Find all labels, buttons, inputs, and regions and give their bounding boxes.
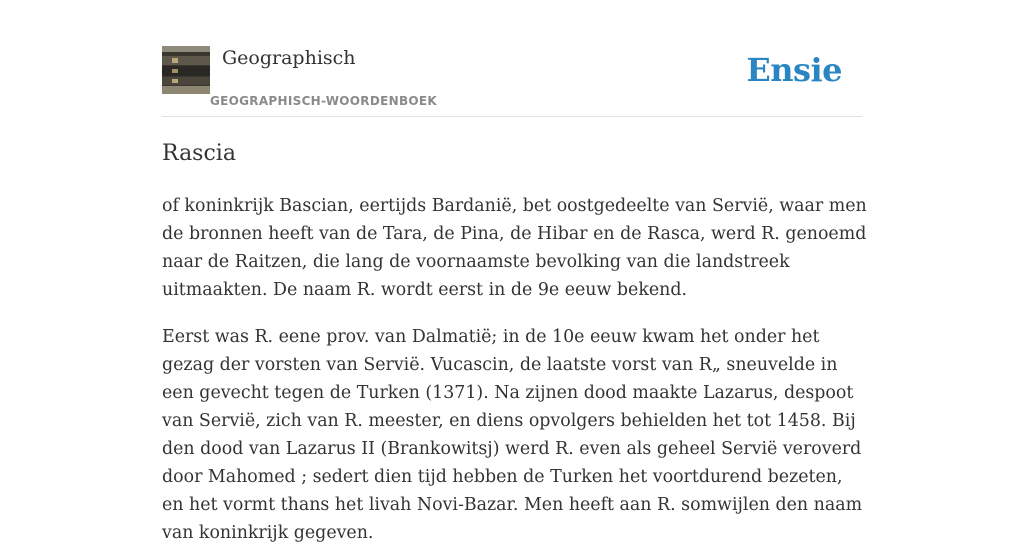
article-paragraph-1: of koninkrijk Bascian, eertijds Bardanië, bet oostgedeelte van Servië, waar men de bronnen heeft van de Tara, de Pina, de Hibar en de Rasca, werd R. genoemd naar de Raitzen, die lang de voornaamste bevolking van die landstreek uitmaakten. De naam R. wordt eerst in de 9e eeuw bekend. <box>162 196 867 300</box>
book-avatar[interactable] <box>162 46 210 94</box>
book-title[interactable]: Geographisch <box>222 47 356 69</box>
book-spines-icon <box>162 46 210 94</box>
book-slug[interactable]: GEOGRAPHISCH-WOORDENBOEK <box>210 94 437 108</box>
header <box>162 46 862 117</box>
article <box>162 138 867 547</box>
entry-title: Rascia <box>162 141 236 166</box>
ensie-logo[interactable]: Ensie <box>746 51 842 89</box>
article-paragraph-2: Eerst was R. eene prov. van Dalmatië; in de 10e eeuw kwam het onder het gezag der vorsten van Servië. Vucascin, de laatste vorst van R„ sneuvelde in een gevecht tegen de Turken (1371). Na zijnen dood maakte Lazarus, despoot van Servië, zich van R. meester, en diens opvolgers behielden het tot 1458. Bij den dood van Lazarus II (Brankowitsj) werd R. even als geheel Servië veroverd door Mahomed ; sedert dien tijd hebben de Turken het voortdurend bezeten, en het vormt thans het livah Novi-Bazar. Men heeft aan R. somwijlen den naam van koninkrijk gegeven. <box>162 327 863 543</box>
